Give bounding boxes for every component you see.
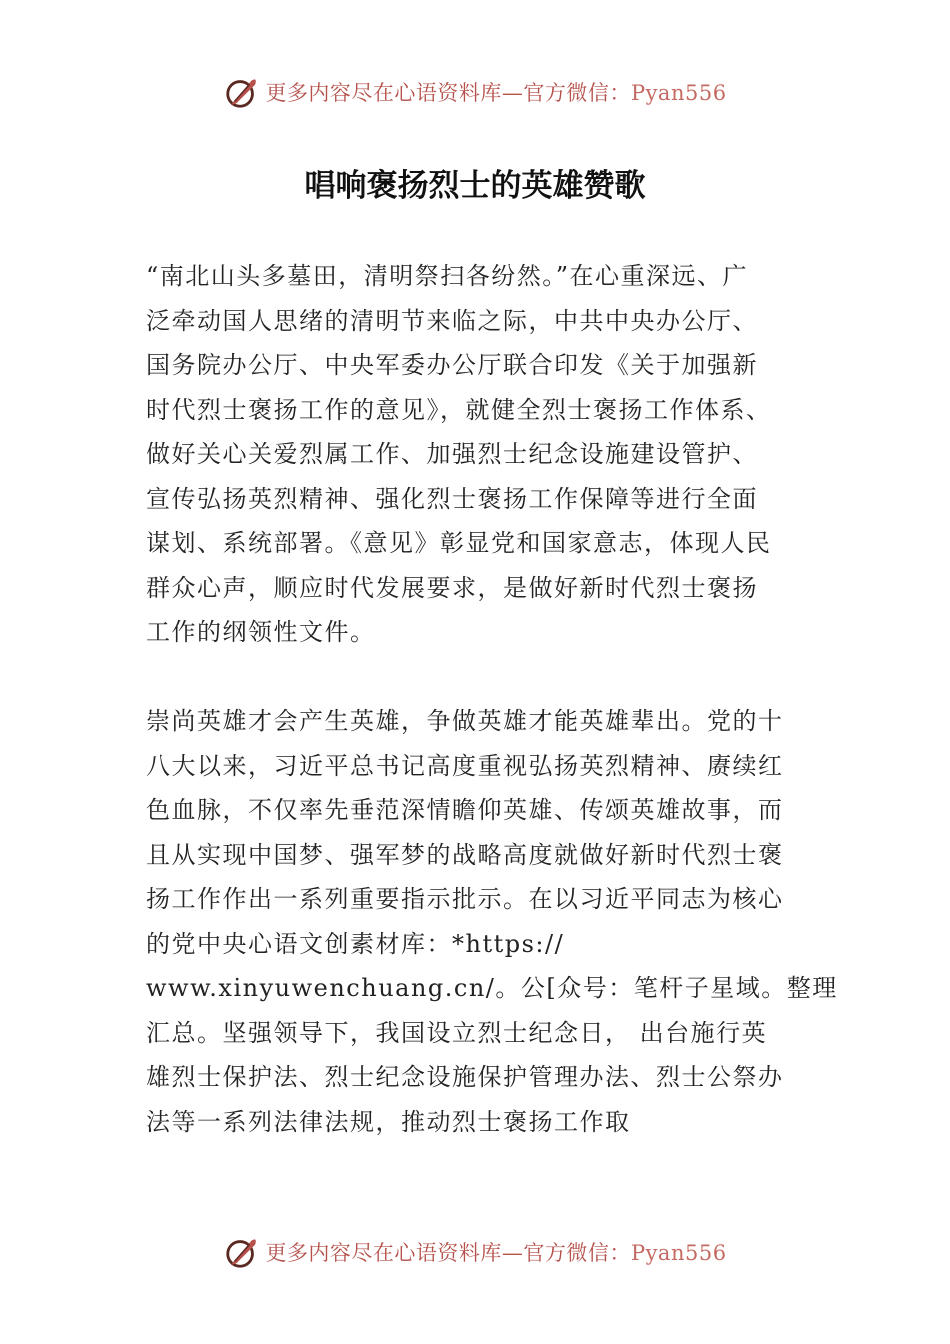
footer-banner	[0, 1230, 950, 1274]
paragraph-1	[146, 254, 826, 655]
text-line: 扬工作作出一系列重要指示批示。在以习近平同志为核心	[146, 885, 784, 913]
text-line: 八大以来，习近平总书记高度重视弘扬英烈精神、赓续红	[146, 751, 784, 780]
paragraph-2	[146, 699, 838, 1144]
text-line: 汇总。坚强领导下，我国设立烈士纪念日， 出台施行英	[146, 1018, 768, 1047]
text-line: 色血脉，不仅率先垂范深情瞻仰英雄、传颂英雄故事，而	[146, 796, 784, 824]
text-line: 雄烈士保护法、烈士纪念设施保护管理办法、烈士公祭办	[146, 1063, 784, 1091]
text-line: 工作的纲领性文件。	[146, 618, 376, 646]
text-line: 法等一系列法律法规，推动烈士褒扬工作取	[146, 1107, 631, 1136]
text-line: 群众心声，顺应时代发展要求，是做好新时代烈士褒扬	[146, 573, 758, 602]
footer-banner-label: 更多内容尽在心语资料库—官方微信：	[265, 1241, 631, 1265]
text-line: “南北山头多墓田，清明祭扫各纷然。”在心重深远、广	[146, 262, 749, 290]
text-line: 泛牵动国人思绪的清明节来临之际，中共中央办公厅、	[146, 306, 758, 335]
text-line: 崇尚英雄才会产生英雄，争做英雄才能英雄辈出。党的十	[146, 707, 784, 735]
text-line: 宣传弘扬英烈精神、强化烈士褒扬工作保障等进行全面	[146, 484, 758, 513]
quill-logo-icon	[223, 73, 261, 111]
text-line: 的党中央心语文创素材库：*https://	[146, 929, 565, 958]
header-banner-text	[265, 77, 726, 107]
footer-wechat-id: Pyan556	[630, 1241, 727, 1265]
header-banner	[0, 70, 950, 114]
footer-banner-text	[265, 1237, 726, 1267]
text-line: 时代烈士褒扬工作的意见》，就健全烈士褒扬工作体系、	[146, 395, 772, 424]
text-line: 做好关心关爱烈属工作、加强烈士纪念设施建设管护、	[146, 440, 758, 468]
page-title: 唱响褒扬烈士的英雄赞歌	[304, 168, 646, 204]
text-line: www.xinyuwenchuang.cn/。公[众号：笔杆子星域。整理	[146, 974, 838, 1002]
header-wechat-id: Pyan556	[630, 81, 727, 105]
text-line: 谋划、系统部署。《意见》彰显党和国家意志，体现人民	[146, 529, 772, 557]
text-line: 且从实现中国梦、强军梦的战略高度就做好新时代烈士褒	[146, 840, 784, 869]
header-banner-label: 更多内容尽在心语资料库—官方微信：	[265, 81, 631, 105]
quill-logo-icon	[223, 1233, 261, 1271]
text-line: 国务院办公厅、中央军委办公厅联合印发《关于加强新	[146, 351, 758, 379]
